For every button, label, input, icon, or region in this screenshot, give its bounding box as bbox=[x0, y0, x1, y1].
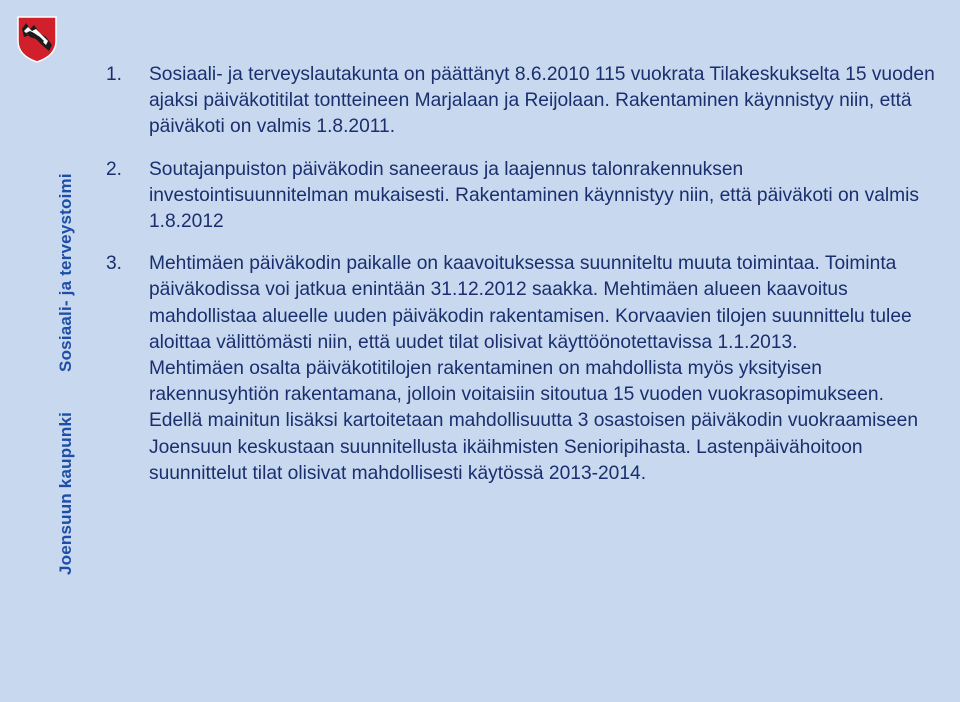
item-paragraph: Edellä mainitun lisäksi kartoitetaan mahdollisuutta 3 osastoisen päiväkodin vuokraamiseen Joensuun keskustaan suunnitellusta ikäihmisten Senioripihasta. Lastenpäivähoitoon suunnittelut tilat olisivat mahdollisesti käytössä 2013-2014. bbox=[149, 410, 918, 484]
item-paragraph: Soutajanpuiston päiväkodin saneeraus ja laajennus talonrakennuksen investointisuunnitelman mukaisesti. Rakentaminen käynnistyy niin, että päiväkoti on valmis 1.8.2012 bbox=[149, 158, 920, 233]
sidebar-vertical-title bbox=[56, 173, 76, 575]
item-number: 3. bbox=[106, 253, 123, 275]
item-paragraph: Mehtimäen päiväkodin paikalle on kaavoituksessa suunniteltu muuta toimintaa. Toiminta päiväkodissa voi jatkua enintään 31.12.2012 saakka. Mehtimäen alueen kaavoitus mahdollistaa alueelle uuden päiväkodin rakentamisen. Korvaavien tilojen suunnittelu tulee aloittaa välittömästi niin, että uudet tilat olisivat käyttöönotettavissa 1.1.2013. bbox=[149, 253, 912, 353]
item-paragraph: Sosiaali- ja terveyslautakunta on päättänyt 8.6.2010 115 vuokrata Tilakeskukselta 15 vuoden ajaksi päiväkotitilat tontteineen Marjalaan ja Reijolaan. Rakentaminen käynnistyy niin, että päiväkoti on valmis 1.8.2011. bbox=[149, 64, 935, 138]
list-item bbox=[106, 62, 946, 141]
numbered-list bbox=[106, 62, 946, 503]
item-number: 2. bbox=[106, 158, 123, 180]
dept-name: Sosiaali- ja terveystoimi bbox=[56, 173, 75, 372]
sidebar bbox=[0, 0, 80, 702]
org-name: Joensuun kaupunki bbox=[56, 411, 75, 575]
list-item bbox=[106, 157, 946, 236]
city-coat-of-arms-icon bbox=[16, 15, 58, 63]
list-item bbox=[106, 251, 946, 487]
item-paragraph: Mehtimäen osalta päiväkotitilojen rakentaminen on mahdollista myös yksityisen rakennusyhtiön rakentamana, jolloin voitaisiin sitoutua 15 vuoden vuokrasopimukseen. bbox=[149, 358, 884, 406]
item-number: 1. bbox=[106, 64, 123, 85]
slide-content bbox=[80, 0, 960, 702]
